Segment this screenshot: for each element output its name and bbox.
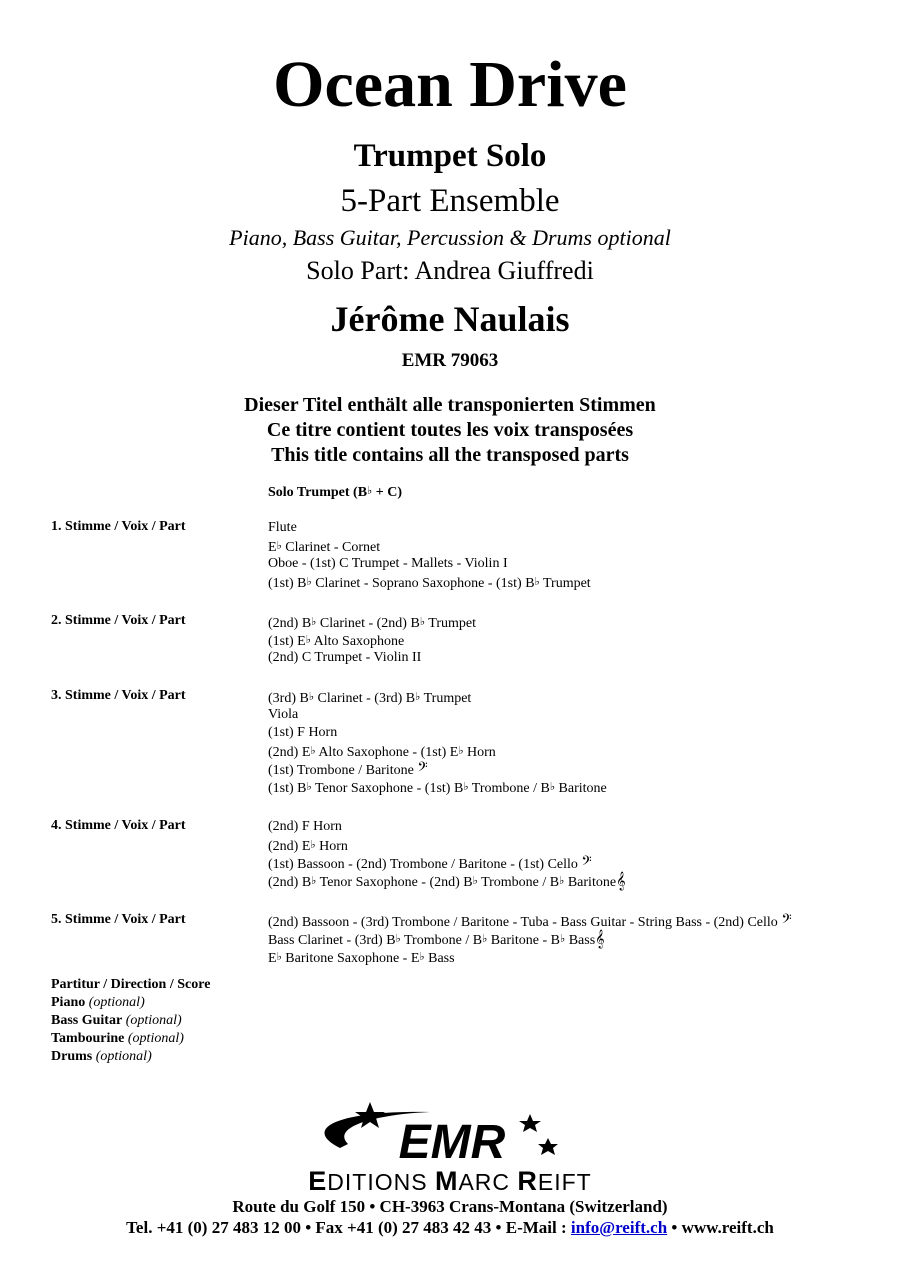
key-letter: B	[525, 576, 535, 591]
instrument-text: Baritone	[555, 781, 607, 796]
flat-sign: ♭	[419, 616, 426, 628]
flat-sign: ♭	[308, 691, 315, 703]
key-letter: B	[386, 933, 396, 948]
flat-sign: ♭	[463, 781, 469, 793]
instrument-text: Flute	[268, 520, 297, 535]
contact-phone-fax: Tel. +41 (0) 27 483 12 00 • Fax +41 (0) 27 483 42 43 • E-Mail :	[126, 1218, 571, 1237]
instrument-text: (2nd)	[268, 875, 302, 890]
key-letter: E	[410, 951, 420, 966]
instrument-line	[268, 555, 591, 573]
star-icon	[519, 1114, 541, 1132]
instrument-line	[268, 519, 591, 537]
instrument-line	[268, 836, 626, 854]
flat-sign: ♭	[311, 875, 317, 887]
instrument-text: Oboe - (1st) C Trumpet - Mallets - Violin I	[268, 556, 508, 571]
note-german: Dieser Titel enthält alle transponierten Stimmen	[244, 394, 656, 416]
flat-sign: ♭	[559, 933, 566, 945]
instrument-line	[268, 948, 792, 966]
note-english: This title contains all the transposed parts	[271, 444, 629, 466]
instrument-text: Alto Saxophone - (1st)	[315, 745, 450, 760]
email-link[interactable]: info@reift.ch	[570, 1218, 668, 1237]
part-label: 4. Stimme / Voix / Part	[51, 818, 186, 833]
instrument-text: Trumpet	[539, 576, 591, 591]
instrument-text: (1st) Bassoon - (2nd) Trombone / Baritone - (1st) Cello	[268, 857, 582, 872]
instrument-line	[268, 706, 607, 724]
key-letter: B	[549, 875, 560, 890]
key-letter: B	[410, 616, 420, 631]
ensemble: 5-Part Ensemble	[340, 183, 560, 219]
solo-label-b: + C)	[372, 485, 402, 500]
instrument-line	[268, 613, 476, 631]
key-letter: B	[405, 691, 416, 706]
instrument-text: (3rd)	[268, 691, 300, 706]
key-letter: B	[297, 781, 307, 796]
subtitle: Trumpet Solo	[353, 138, 547, 174]
instrument-text: (1st)	[268, 634, 298, 649]
publisher-name-eift: EIFT	[537, 1169, 592, 1195]
key-letter: B	[299, 691, 309, 706]
tambourine-label: Tambourine	[51, 1031, 125, 1046]
optional-label: (optional)	[88, 995, 145, 1010]
instrument-text: (1st) F Horn	[268, 725, 338, 740]
instrument-text: (2nd)	[268, 839, 302, 854]
key-letter: E	[449, 745, 459, 760]
key-letter: B	[463, 875, 473, 890]
instrument-line	[268, 854, 626, 872]
title: Ocean Drive	[273, 48, 627, 121]
part-instruments	[268, 688, 607, 796]
instrument-text: Clarinet - (2nd)	[316, 616, 411, 631]
contact-website: • www.reift.ch	[667, 1218, 774, 1237]
instrument-line	[268, 688, 607, 706]
logo-text: EMR	[398, 1116, 506, 1169]
instrument-text: Alto Saxophone	[310, 634, 405, 649]
instrument-line	[268, 912, 792, 930]
instrument-line	[268, 649, 476, 667]
instrument-line	[268, 724, 607, 742]
flat-sign: ♭	[311, 616, 317, 628]
instrument-text: (1st)	[268, 576, 298, 591]
instrument-line	[268, 930, 792, 948]
part-label: 5. Stimme / Voix / Part	[51, 912, 186, 927]
optional-label: (optional)	[95, 1049, 152, 1064]
bass-clef-icon: 𝄢	[417, 759, 428, 778]
key-letter: E	[268, 951, 277, 966]
treble-clef-icon: 𝄞	[616, 871, 626, 890]
key-letter: B	[301, 875, 312, 890]
key-letter: E	[301, 839, 311, 854]
part-instruments	[268, 818, 626, 890]
piano-label: Piano	[51, 995, 86, 1010]
instrument-text: Viola	[268, 707, 299, 722]
instrument-line	[268, 778, 607, 796]
instrument-text: Clarinet - Soprano Saxophone - (1st)	[311, 576, 526, 591]
instrument-line	[268, 631, 476, 649]
publisher-name-arc: ARC	[458, 1169, 518, 1195]
part-instruments	[268, 912, 792, 966]
bass-clef-icon: 𝄢	[581, 853, 592, 872]
instrument-text: Bass	[565, 933, 596, 948]
instrument-line	[268, 742, 607, 760]
part-label: 1. Stimme / Voix / Part	[51, 519, 186, 534]
flat-sign: ♭	[306, 781, 312, 793]
instrument-text: (2nd) Bassoon - (3rd) Trombone / Baritone - Tuba - Bass Guitar - String Bass - (2nd) Cello	[268, 915, 782, 930]
treble-clef-icon: 𝄞	[595, 929, 605, 948]
flat-sign: ♭	[472, 875, 478, 887]
instrument-text: (2nd)	[268, 745, 302, 760]
flat-sign: ♭	[559, 875, 565, 887]
publisher-name-e: E	[308, 1166, 328, 1195]
key-letter: B	[297, 576, 307, 591]
composer: Jérôme Naulais	[330, 299, 570, 339]
drums-label: Drums	[51, 1049, 93, 1064]
key-letter: E	[301, 745, 311, 760]
flat-sign: ♭	[276, 951, 282, 963]
instrument-text: Trombone /	[468, 781, 541, 796]
key-letter: B	[453, 781, 464, 796]
instrument-text: Clarinet - (3rd)	[314, 691, 406, 706]
flat-sign: ♭	[310, 745, 316, 757]
note-french: Ce titre contient toutes les voix transposées	[266, 419, 634, 441]
solo-part: Solo Part: Andrea Giuffredi	[306, 256, 594, 285]
flat-sign: ♭	[549, 781, 556, 793]
key-letter: B	[540, 781, 550, 796]
instrument-text: Bass Clarinet - (3rd)	[268, 933, 387, 948]
instrument-text: Tenor Saxophone - (2nd)	[316, 875, 464, 890]
instrumentation: Piano, Bass Guitar, Percussion & Drums optional	[229, 225, 671, 250]
instrument-text: Clarinet - Cornet	[281, 540, 381, 555]
flat-sign: ♭	[482, 933, 488, 945]
instrument-line	[268, 537, 591, 555]
extras-list	[51, 976, 210, 1066]
instrument-text: (1st)	[268, 781, 298, 796]
publisher-address: Route du Golf 150 • CH-3963 Crans-Montana (Switzerland)	[232, 1197, 668, 1216]
instrument-text: Trumpet	[425, 616, 476, 631]
instrument-text: Bass	[424, 951, 455, 966]
flat-sign: ♭	[305, 634, 311, 646]
flat-sign: ♭	[534, 576, 540, 588]
instrument-line	[268, 818, 626, 836]
instrument-text: (2nd) C Trumpet - Violin II	[268, 650, 422, 665]
instrument-text: Trombone /	[400, 933, 473, 948]
publisher-name-r: R	[517, 1166, 538, 1195]
key-letter: E	[268, 540, 277, 555]
optional-label: (optional)	[125, 1013, 182, 1028]
catalog-code: EMR 79063	[401, 350, 499, 371]
key-letter: B	[550, 933, 560, 948]
instrument-line	[268, 872, 626, 890]
instrument-line	[268, 573, 591, 591]
instrument-text: (2nd)	[268, 616, 302, 631]
part-label: 3. Stimme / Voix / Part	[51, 688, 186, 703]
instrument-text: Trombone /	[477, 875, 550, 890]
flat-sign: ♭	[367, 485, 373, 497]
star-icon	[355, 1102, 385, 1128]
instrument-text: Baritone	[564, 875, 617, 890]
publisher-contact	[0, 1218, 900, 1238]
instrument-text: Horn	[315, 839, 348, 854]
bass-guitar-label: Bass Guitar	[51, 1013, 123, 1028]
flat-sign: ♭	[458, 745, 464, 757]
part-instruments	[268, 613, 476, 667]
instrument-text: Tenor Saxophone - (1st)	[311, 781, 454, 796]
solo-label-a: Solo Trumpet (B	[268, 485, 368, 500]
instrument-text: Baritone Saxophone -	[281, 951, 411, 966]
publisher-name-m: M	[434, 1166, 459, 1195]
flat-sign: ♭	[395, 933, 401, 945]
publisher-name-ditions: DITIONS	[327, 1169, 435, 1195]
star-icon	[538, 1138, 558, 1155]
score-label: Partitur / Direction / Score	[51, 977, 211, 992]
flat-sign: ♭	[419, 951, 425, 963]
instrument-text: Trumpet	[420, 691, 472, 706]
flat-sign: ♭	[306, 576, 312, 588]
part-label: 2. Stimme / Voix / Part	[51, 613, 186, 628]
optional-label: (optional)	[127, 1031, 184, 1046]
flat-sign: ♭	[310, 839, 316, 851]
instrument-line	[268, 760, 607, 778]
solo-trumpet-label	[268, 484, 402, 501]
instrument-text: Horn	[463, 745, 496, 760]
key-letter: B	[301, 616, 312, 631]
emr-logo	[230, 1100, 670, 1195]
key-letter: B	[472, 933, 483, 948]
instrument-text: (2nd) F Horn	[268, 819, 342, 834]
bass-clef-icon: 𝄢	[781, 911, 792, 930]
part-instruments	[268, 519, 591, 591]
key-letter: E	[297, 634, 306, 649]
flat-sign: ♭	[276, 540, 282, 552]
publisher-name	[308, 1166, 591, 1195]
instrument-text: Baritone -	[487, 933, 551, 948]
instrument-text: (1st) Trombone / Baritone	[268, 763, 418, 778]
flat-sign: ♭	[415, 691, 421, 703]
